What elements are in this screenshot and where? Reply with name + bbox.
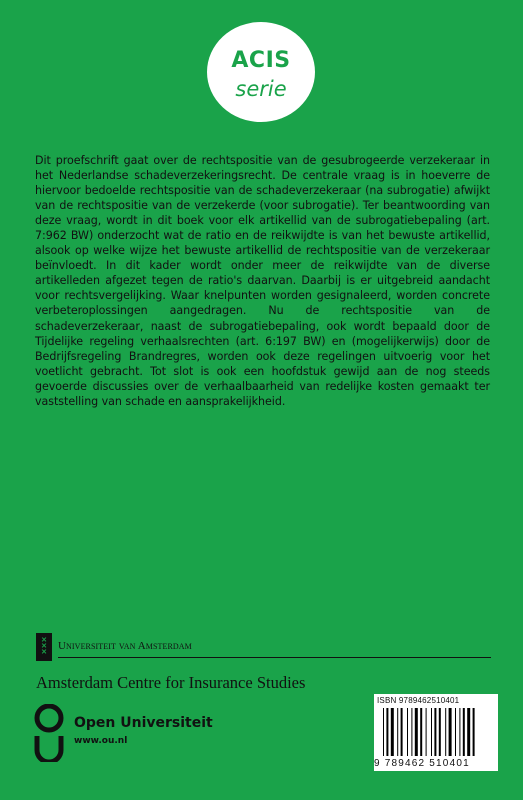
isbn-label: ISBN 9789462510401 (377, 696, 460, 705)
badge-acis-text: ACIS (231, 48, 291, 73)
acis-full-name: Amsterdam Centre for Insurance Studies (36, 673, 306, 692)
barcode-bar (473, 708, 475, 756)
barcode-bar (383, 708, 384, 756)
barcode-bar (407, 708, 408, 756)
barcode-bar (391, 708, 394, 756)
acis-serie-badge (207, 22, 315, 122)
ou-url: www.ou.nl (74, 736, 128, 746)
barcode-bar (467, 708, 470, 756)
ou-name: Open Universiteit (74, 715, 213, 731)
barcode-bar (445, 708, 446, 756)
barcode-bar (397, 708, 398, 756)
barcode-bar (401, 708, 403, 756)
barcode-bar (439, 708, 441, 756)
barcode-bars (383, 708, 491, 758)
barcode-bar (459, 708, 460, 756)
open-universiteit-logo-icon (34, 704, 64, 762)
barcode-bar (386, 708, 388, 756)
uva-name: Universiteit van Amsterdam (58, 640, 192, 652)
barcode-bar (426, 708, 427, 756)
badge-serie-text: serie (235, 77, 287, 101)
barcode-bar (411, 708, 412, 756)
barcode-bar (463, 708, 465, 756)
barcode-bar (420, 708, 422, 756)
barcode-bar (455, 708, 456, 756)
barcode-bar (434, 708, 436, 756)
uva-publisher-line (36, 633, 491, 663)
barcode-digits: 9 789462 510401 (374, 758, 470, 769)
back-cover-blurb: Dit proefschrift gaat over de rechtspositie van de gesubrogeerde verzekeraar in het Nederlandse schadeverzekeringsrecht. De centrale vraag is in hoeverre de hiervoor bedoelde rechtspositie van de schadeverzekeraar (na subrogatie) afwijkt van de rechtspositie van de verzekerde (voor subrogatie). Ter beantwoording van deze vraag, wordt in dit boek voor elk artikellid van de subrogatiebepaling (art. 7:962 BW) onderzocht wat de ratio en de reikwijdte is van het bewuste artikellid, alsook op welke wijze het bewuste artikellid de rechtspositie van de verzekeraar beïnvloedt. In dit kader wordt onder meer de reikwijdte van de diverse artikelleden afgezet tegen de ratio's daarvan. Daarbij is er uitgebreid aandacht voor rechtsvergelijking. Waar knelpunten worden gesignaleerd, worden concrete verbeteroplossingen aangedragen. Nu de rechtspositie van de schadeverzekeraar, naast de subrogatiebepaling, ook wordt bepaald door de Tijdelijke regeling verhaalsrechten (art. 6:197 BW) en (mogelijkerwijs) door de Bedrijfsregeling Brandregres, worden ook deze regelingen uitvoerig voor het voetlicht gebracht. Tot slot is ook een hoofdstuk gewijd aan de nog steeds gevoerde discussies over de verhaalbaarheid van redelijke kosten gemaakt ter vaststelling van schade en aansprakelijkheid. (35, 154, 490, 408)
divider (58, 657, 491, 658)
isbn-barcode (374, 694, 498, 771)
barcode-bar (415, 708, 418, 756)
uva-crest-icon: ✕ ✕ ✕ (36, 633, 52, 661)
barcode-bar (431, 708, 432, 756)
barcode-bar (449, 708, 452, 756)
